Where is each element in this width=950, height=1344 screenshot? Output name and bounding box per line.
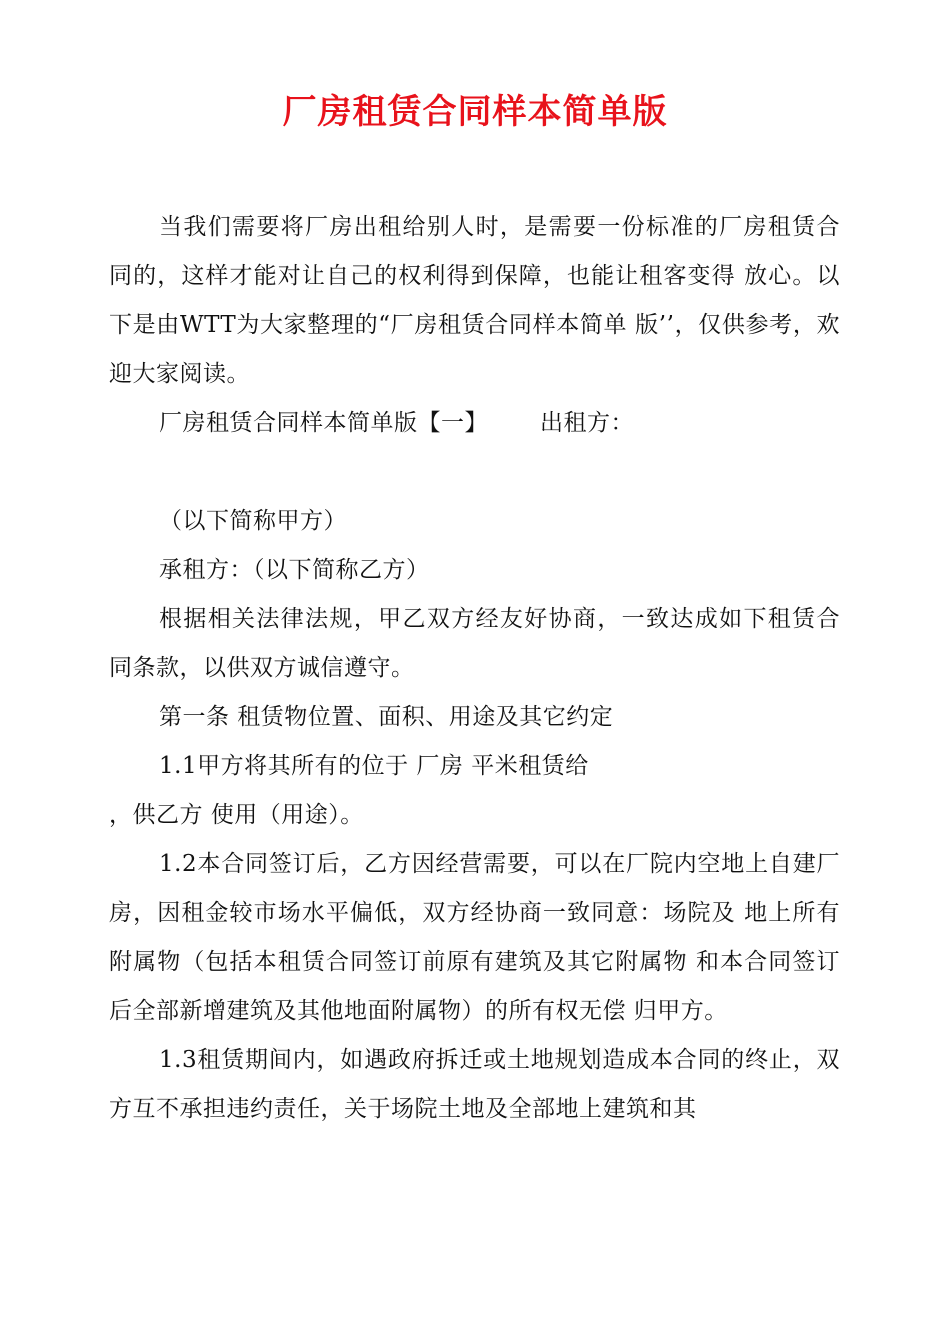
- clause-1-2: 1.2本合同签订后，乙方因经营需要，可以在厂院内空地上自建厂房，因租金较市场水平偏低，双方经协商一致同意：场院及 地上所有附属物（包括本租赁合同签订前原有建筑及其它附属物 和本合同签订后全部新增建筑及其他地面附属物）的所有权无偿 归甲方。: [109, 851, 840, 1024]
- section-heading: 厂房租赁合同样本简单版【一】: [159, 410, 488, 436]
- lessor-label: 出租方：: [540, 410, 634, 436]
- clause-1-1-continued: ，供乙方 使用（用途）。: [109, 802, 364, 828]
- article-1-title: 第一条 租赁物位置、面积、用途及其它约定: [159, 704, 614, 730]
- document-body: [109, 203, 840, 1134]
- clause-1-3: 1.3租赁期间内，如遇政府拆迁或土地规划造成本合同的终止，双方互不承担违约责任，关于场院土地及全部地上建筑和其: [109, 1047, 840, 1122]
- lessor-note: （以下简称甲方）: [159, 508, 347, 534]
- document-title: 厂房租赁合同样本简单版: [282, 92, 668, 132]
- clause-1-1: 1.1甲方将其所有的位于 厂房 平米租赁给: [159, 753, 589, 779]
- preamble-paragraph: 根据相关法律法规，甲乙双方经友好协商，一致达成如下租赁合同条款，以供双方诚信遵守。: [109, 606, 840, 681]
- lessee-line: 承租方：（以下简称乙方）: [159, 557, 430, 583]
- section-heading-line: [109, 399, 840, 448]
- intro-paragraph: 当我们需要将厂房出租给别人时，是需要一份标准的厂房租赁合同的，这样才能对让自己的权利得到保障，也能让租客变得 放心。以下是由WTT为大家整理的“厂房租赁合同样本简单 版’’，仅供参考，欢迎大家阅读。: [109, 214, 840, 387]
